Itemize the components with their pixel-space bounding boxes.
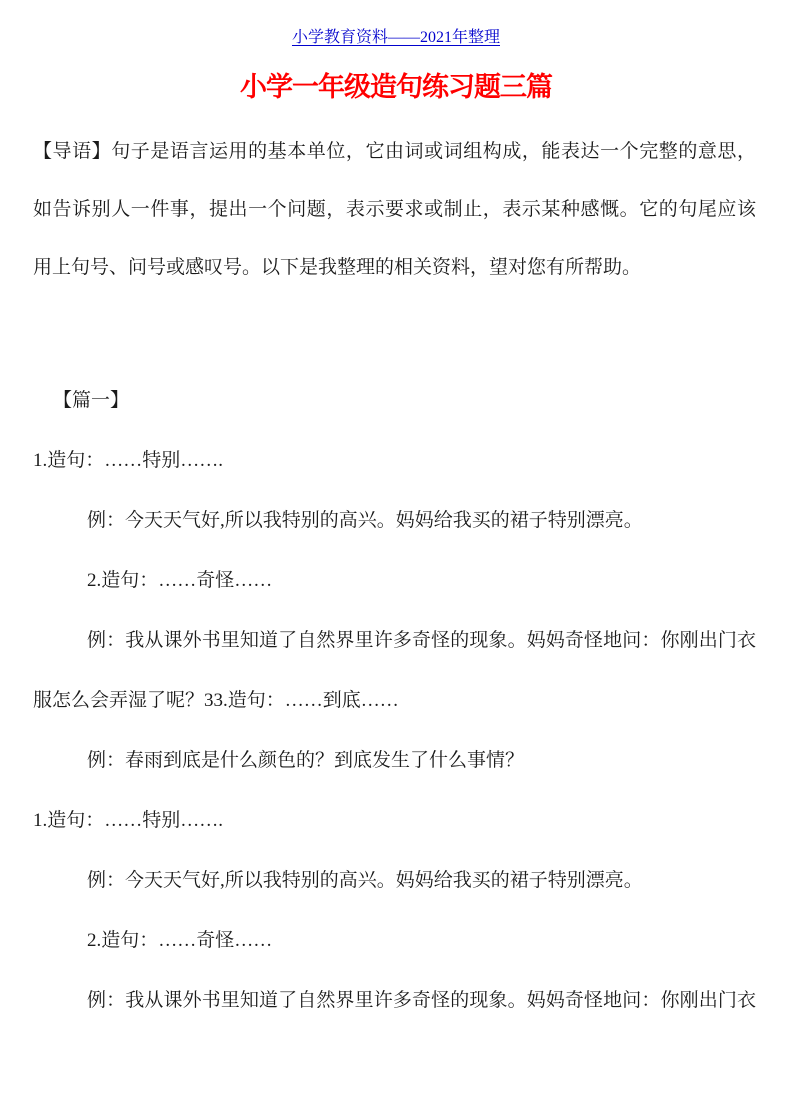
exercise-line: 2.造句：……奇怪…… (87, 930, 273, 951)
intro-line: 如告诉别人一件事，提出一个问题，表示要求或制止，表示某种感慨。它的句尾应该 (33, 199, 756, 220)
intro-line: 用上句号、问号或感叹号。以下是我整理的相关资料，望对您有所帮助。 (33, 257, 642, 278)
intro-line: 【导语】句子是语言运用的基本单位，它由词或词组构成，能表达一个完整的意思， (33, 141, 756, 162)
example-line: 例：春雨到底是什么颜色的？到底发生了什么事情？ (87, 750, 525, 771)
exercise-line: 1.造句：……特别……. (33, 450, 224, 471)
document-header (0, 27, 792, 49)
document-title: 小学一年级造句练习题三篇 (240, 72, 552, 102)
example-line: 例：今天天气好,所以我特别的高兴。妈妈给我买的裙子特别漂亮。 (87, 870, 643, 891)
section-one (33, 371, 756, 1031)
section-heading: 【篇一】 (53, 390, 130, 411)
exercise-line: 2.造句：……奇怪…… (87, 570, 273, 591)
blank-gap (33, 297, 756, 371)
example-line: 例：我从课外书里知道了自然界里许多奇怪的现象。妈妈奇怪地问：你刚出门衣 (87, 990, 756, 1011)
header-text: 小学教育资料——2021年整理 (291, 29, 500, 46)
example-line: 例：我从课外书里知道了自然界里许多奇怪的现象。妈妈奇怪地问：你刚出门衣 (87, 630, 756, 651)
example-continuation-line: 服怎么会弄湿了呢？33.造句：……到底…… (33, 690, 399, 711)
example-line: 例：今天天气好,所以我特别的高兴。妈妈给我买的裙子特别漂亮。 (87, 510, 643, 531)
document-body (33, 123, 756, 1031)
intro-paragraph (33, 123, 756, 297)
exercise-line: 1.造句：……特别……. (33, 810, 224, 831)
